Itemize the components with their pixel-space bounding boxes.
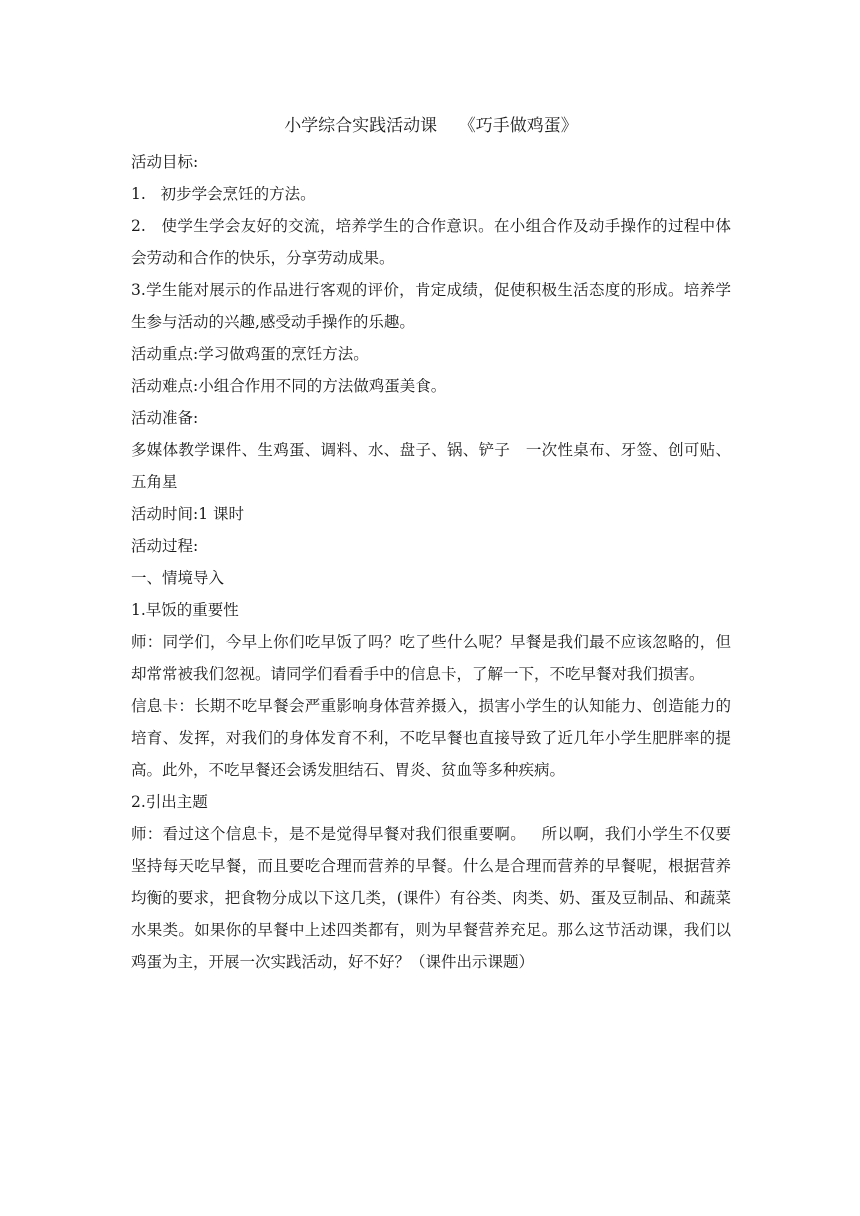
document-page: [131, 110, 731, 978]
paragraph-preparation-heading: 活动准备:: [131, 409, 199, 427]
paragraph-preparation-list: 多媒体教学课件、生鸡蛋、调料、水、盘子、锅、铲子 一次性桌布、牙签、创可贴、五角星: [131, 441, 731, 491]
paragraph-section-1-heading: 一、情境导入: [131, 569, 225, 587]
document-title: 小学综合实践活动课 《巧手做鸡蛋》: [284, 116, 578, 136]
paragraph-info-card: 信息卡：长期不吃早餐会严重影响身体营养摄入，损害小学生的认知能力、创造能力的培育、发挥，对我们的身体发育不利，不吃早餐也直接导致了近几年小学生肥胖率的提高。此外，不吃早餐还会诱发胆结石、胃炎、贫血等多种疾病。: [131, 697, 731, 779]
paragraph-time: 活动时间:1 课时: [131, 505, 245, 523]
paragraph-goal-2: 2. 使学生学会友好的交流，培养学生的合作意识。在小组合作及动手操作的过程中体会劳动和合作的快乐，分享劳动成果。: [131, 217, 731, 267]
paragraph-goal-1: 1. 初步学会烹饪的方法。: [131, 185, 316, 203]
paragraph-teacher-theme: 师：看过这个信息卡，是不是觉得早餐对我们很重要啊。 所以啊，我们小学生不仅要坚持每天吃早餐，而且要吃合理而营养的早餐。什么是合理而营养的早餐呢，根据营养均衡的要求，把食物分成以下这几类，(课件）有谷类、肉类、奶、蛋及豆制品、和蔬菜水果类。如果你的早餐中上述四类都有，则为早餐营养充足。那么这节活动课，我们以鸡蛋为主，开展一次实践活动，好不好？（课件出示课题）: [131, 825, 731, 971]
paragraph-breakfast-importance: 1.早饭的重要性: [131, 601, 239, 619]
paragraph-teacher-intro: 师：同学们，今早上你们吃早饭了吗？吃了些什么呢？早餐是我们最不应该忽略的，但却常常被我们忽视。请同学们看看手中的信息卡，了解一下，不吃早餐对我们损害。: [131, 633, 731, 683]
paragraph-process-heading: 活动过程:: [131, 537, 199, 555]
paragraph-theme-heading: 2.引出主题: [131, 793, 208, 811]
paragraph-difficulty: 活动难点:小组合作用不同的方法做鸡蛋美食。: [131, 377, 447, 395]
paragraph-activity-goals-heading: 活动目标:: [131, 153, 199, 171]
paragraph-key-point: 活动重点:学习做鸡蛋的烹饪方法。: [131, 345, 369, 363]
paragraph-goal-3: 3.学生能对展示的作品进行客观的评价，肯定成绩，促使积极生活态度的形成。培养学生参与活动的兴趣,感受动手操作的乐趣。: [131, 281, 731, 331]
